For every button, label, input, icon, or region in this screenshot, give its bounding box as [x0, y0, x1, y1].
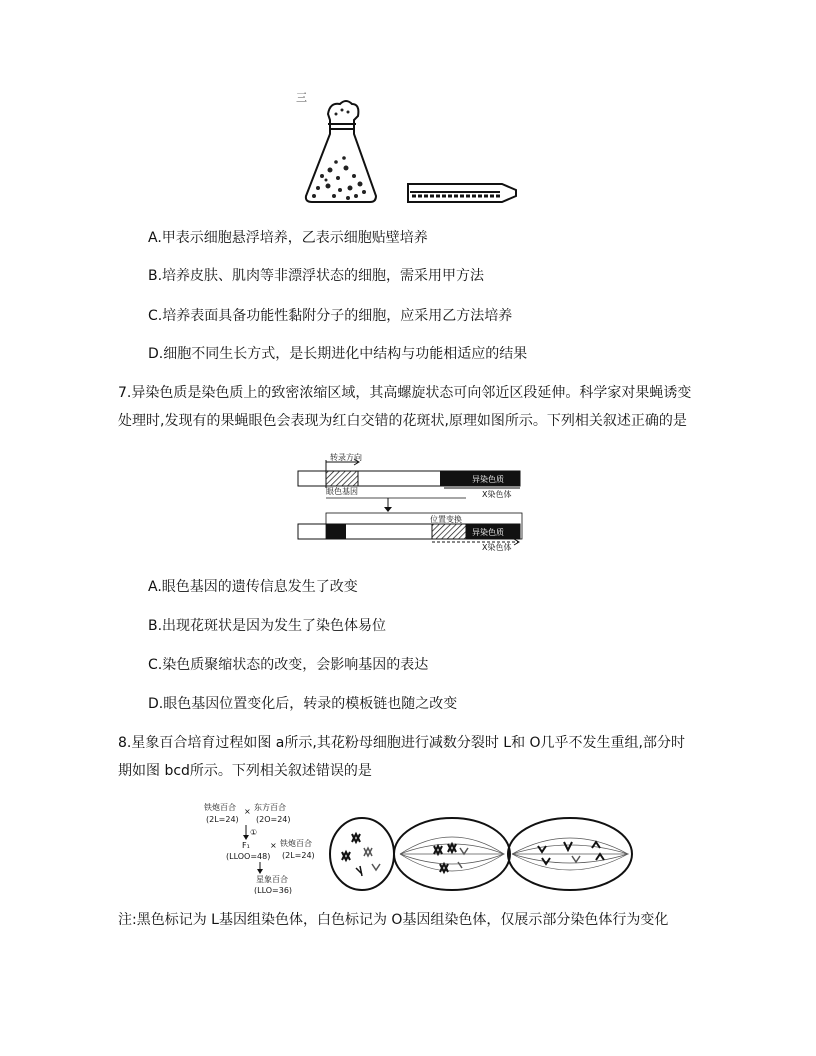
parent1-genotype: (2L=24): [206, 815, 239, 824]
panel-d-cell: [508, 818, 632, 890]
panel-b-cell: [330, 818, 394, 890]
chromosome-figure: [296, 452, 528, 556]
parent3-genotype: (2L=24): [282, 851, 315, 860]
q7-stem-line1: 7.异染色质是染色质上的致密浓缩区域，其高螺旋状态可向邻近区段延伸。科学家对果蝇诱变: [118, 385, 692, 401]
label-heterochromatin-bottom: 异染色质: [472, 528, 504, 537]
label-transcription-direction: 转录方向: [330, 453, 362, 462]
f1-label: F₁: [242, 841, 250, 850]
q7-option-c: C.染色质聚缩状态的改变，会影响基因的表达: [148, 657, 429, 673]
result-genotype: (LLO=36): [254, 886, 293, 894]
label-position-change: 位置变换: [430, 515, 462, 524]
figure-mark: 三: [296, 91, 307, 104]
f1-genotype: (LLOO=48): [226, 852, 271, 861]
cross-symbol-2: ×: [270, 841, 277, 850]
q7-option-a: A.眼色基因的遗传信息发生了改变: [148, 579, 358, 595]
cross-symbol-1: ×: [244, 807, 251, 816]
q7-stem-line2: 处理时,发现有的果蝇眼色会表现为红白交错的花斑状,原理如图所示。下列相关叙述正确的是: [118, 413, 687, 429]
label-x-chromosome-bottom: X染色体: [482, 543, 512, 552]
adherent-culture-bottle: [408, 184, 516, 202]
label-eye-gene: 眼色基因: [326, 487, 358, 496]
q6-option-a: A.甲表示细胞悬浮培养，乙表示细胞贴壁培养: [148, 230, 428, 246]
q7-option-b: B.出现花斑状是因为发生了染色体易位: [148, 618, 387, 634]
parent1-name: 铁炮百合: [204, 803, 236, 812]
lily-breeding-figure: [200, 798, 640, 894]
panel-a-scheme: [204, 802, 315, 894]
q8-stem-line2: 期如图 bcd所示。下列相关叙述错误的是: [118, 763, 372, 779]
panel-c-cell: [394, 818, 510, 890]
label-x-chromosome-top: X染色体: [482, 490, 512, 499]
culture-figure: [290, 92, 530, 212]
parent3-name: 铁炮百合: [280, 839, 312, 848]
q6-option-b: B.培养皮肤、肌肉等非漂浮状态的细胞，需采用甲方法: [148, 268, 485, 284]
q8-stem-line1: 8.星象百合培育过程如图 a所示,其花粉母细胞进行减数分裂时 L和 O几乎不发生重组,部分时: [118, 735, 686, 751]
q8-note: 注:黑色标记为 L基因组染色体，白色标记为 O基因组染色体，仅展示部分染色体行为变化: [118, 912, 669, 928]
result-name: 星象百合: [256, 875, 288, 884]
parent2-name: 东方百合: [254, 803, 286, 812]
step-marker: ①: [250, 828, 258, 837]
label-heterochromatin-top: 异染色质: [472, 475, 504, 484]
parent2-genotype: (2O=24): [256, 815, 291, 824]
q6-option-d: D.细胞不同生长方式，是长期进化中结构与功能相适应的结果: [148, 346, 528, 362]
q7-option-d: D.眼色基因位置变化后，转录的模板链也随之改变: [148, 696, 458, 712]
arrow-down: [326, 498, 466, 512]
flask-cells: [312, 109, 366, 201]
q6-option-c: C.培养表面具备功能性黏附分子的细胞，应采用乙方法培养: [148, 308, 513, 324]
